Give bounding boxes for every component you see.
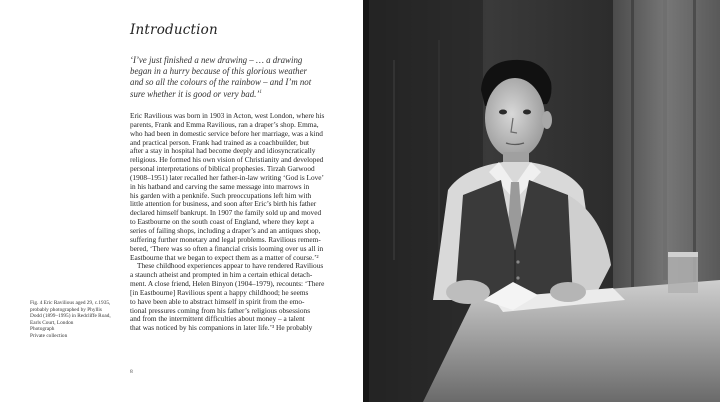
body-line: that was noticed by his companions in later life.’³ He probably: [130, 324, 313, 333]
body-line: suffering further monetary and legal problems. Ravilious remem-: [130, 235, 321, 244]
body-line: to Eastbourne on the south coast of England, where they kept a: [130, 218, 314, 227]
photo-illustration: [363, 0, 720, 402]
body-line: a staunch atheist and prompted in him a certain ethical detach-: [130, 271, 313, 280]
epigraph-line: sure whether it is good or very bad.’$^1$: [130, 88, 262, 99]
body-line: religious. He formed his own vision of Christianity and developed: [130, 156, 324, 165]
body-line: ment. A close friend, Helen Binyon (1904–1979), recounts: ‘There: [130, 280, 325, 289]
body-line: little attention for business, and soon after Eric’s birth his father: [130, 200, 317, 209]
caption-line: probably photographed by Phyllis: [30, 306, 102, 313]
caption-line: Private collection: [30, 332, 68, 339]
body-line: and from the intermittent difficulties about money – a talent: [130, 315, 305, 324]
chapter-heading: Introduction: [130, 22, 218, 38]
body-line: These childhood experiences appear to have rendered Ravilious: [137, 262, 324, 271]
body-line: Eastbourne that we began to expect them as a matter of course.’²: [130, 253, 319, 262]
portrait-photograph: [363, 0, 720, 402]
epigraph-line: began in a hurry because of this glorious weather: [130, 65, 307, 76]
body-line: and practical person. Frank had trained as a coachbuilder, but: [130, 138, 310, 147]
epigraph-quote: [130, 55, 350, 100]
body-line: after a stay in hospital had become deeply and idiosyncratically: [130, 147, 316, 156]
body-line: his garden with a penknife. Such preoccupations left him with: [130, 191, 312, 200]
body-line: parents, Frank and Emma Ravilious, ran a draper’s shop. Emma,: [130, 120, 319, 129]
epigraph-line: ‘I’ve just finished a new drawing – … a drawing: [130, 55, 303, 65]
body-text: [130, 112, 348, 333]
body-line: Eric Ravilious was born in 1903 in Acton, west London, where his: [130, 112, 325, 120]
body-line: declared himself bankrupt. In 1907 the family sold up and moved: [130, 209, 322, 218]
text-page: [0, 0, 363, 402]
body-line: tional pressures coming from his father’s religious obsessions: [130, 306, 311, 315]
body-line: in his hatband and carving the same message into marrows in: [130, 182, 310, 191]
body-line: who had been in domestic service before her marriage, was a kind: [130, 129, 323, 138]
caption-line: Dodd (1899–1995) in Redcliffe Road,: [30, 313, 111, 320]
page-number: 8: [130, 369, 133, 375]
footnote-marker: 1: [259, 89, 262, 95]
body-line: personal interpretations of biblical prophesies. Tirzah Garwood: [130, 165, 315, 174]
caption-line: Fig. 4 Eric Ravilious aged 29, c.1935,: [30, 300, 111, 306]
body-line: bered, ‘There was so often a financial crisis looming over us all in: [130, 244, 324, 253]
body-line: series of failing shops, including a draper’s and an antiques shop,: [130, 226, 321, 235]
caption-line: Earls Court, London: [30, 319, 74, 326]
caption-line: Photograph: [30, 326, 55, 333]
epigraph-line: and so all the colours of the rainbow – and I’m not: [130, 76, 312, 87]
body-line: [in Eastbourne] Ravilious spent a happy childhood; he seems: [130, 288, 309, 297]
figure-caption: [30, 300, 122, 340]
body-line: to have been able to abstract himself in spirit from the emo-: [130, 297, 305, 306]
body-line: (1908–1951) later recalled her father-in-law writing ‘God is Love’: [130, 173, 324, 182]
